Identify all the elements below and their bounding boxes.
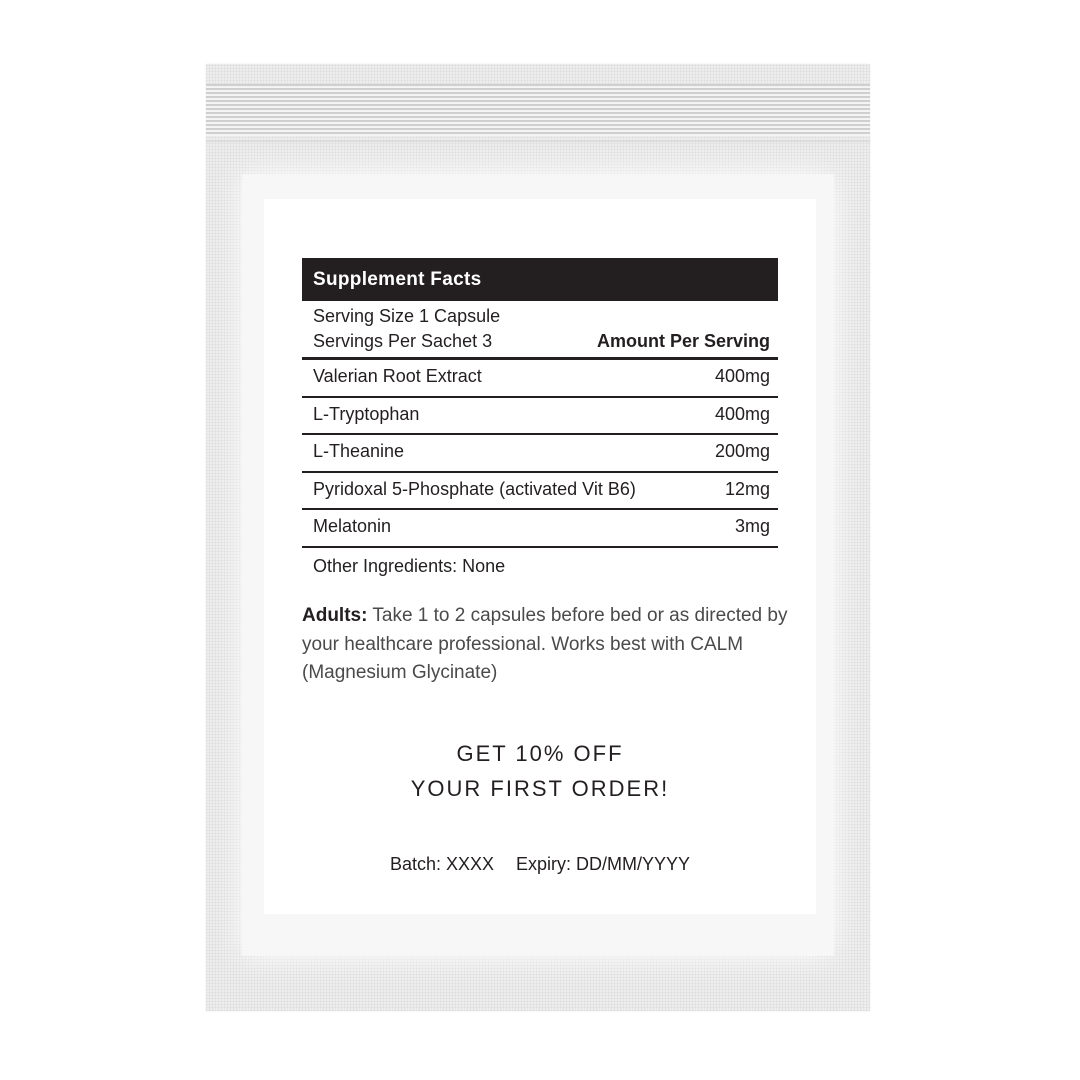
ingredient-name: L-Tryptophan	[313, 403, 420, 424]
batch-expiry	[264, 854, 816, 875]
serving-info	[302, 301, 778, 360]
serving-size: Serving Size 1 Capsule	[313, 306, 501, 326]
ingredient-amount: 3mg	[734, 516, 770, 536]
ingredient-name: Melatonin	[313, 516, 392, 536]
ingredient-row	[302, 398, 778, 436]
promo-line-1: GET 10% OFF	[456, 741, 624, 766]
ingredient-amount: 200mg	[714, 441, 770, 461]
zip-seal	[206, 84, 870, 136]
servings-per-sachet: Servings Per Sachet 3	[313, 331, 493, 351]
seal-line	[206, 140, 870, 142]
directions-audience: Adults:	[302, 605, 368, 626]
supplement-facts-panel	[302, 258, 778, 577]
other-ingredients: Other Ingredients: None	[313, 555, 506, 576]
promo-offer	[264, 736, 816, 806]
batch-number: Batch: XXXX	[389, 854, 495, 874]
amount-per-serving-header: Amount Per Serving	[596, 331, 770, 351]
ingredient-amount: 12mg	[724, 478, 770, 499]
product-label	[264, 199, 816, 914]
promo-line-2: YOUR FIRST ORDER!	[410, 776, 670, 801]
facts-title: Supplement Facts	[302, 258, 778, 301]
ingredient-amount: 400mg	[714, 366, 770, 386]
expiry-date: Expiry: DD/MM/YYYY	[516, 854, 691, 874]
directions-body: Take 1 to 2 capsules before bed or as directed by your healthcare professional. Works best with CALM (Magnesium Glycinate)	[302, 605, 788, 683]
ingredient-row	[302, 435, 778, 473]
ingredient-name: L-Theanine	[313, 441, 405, 461]
directions-text	[302, 602, 792, 688]
ingredient-name: Valerian Root Extract	[313, 366, 482, 386]
ingredient-amount: 400mg	[714, 403, 770, 424]
ingredient-row	[302, 510, 778, 548]
ingredient-row	[302, 360, 778, 398]
ingredient-name: Pyridoxal 5-Phosphate (activated Vit B6)	[313, 478, 636, 499]
ingredient-row	[302, 473, 778, 511]
